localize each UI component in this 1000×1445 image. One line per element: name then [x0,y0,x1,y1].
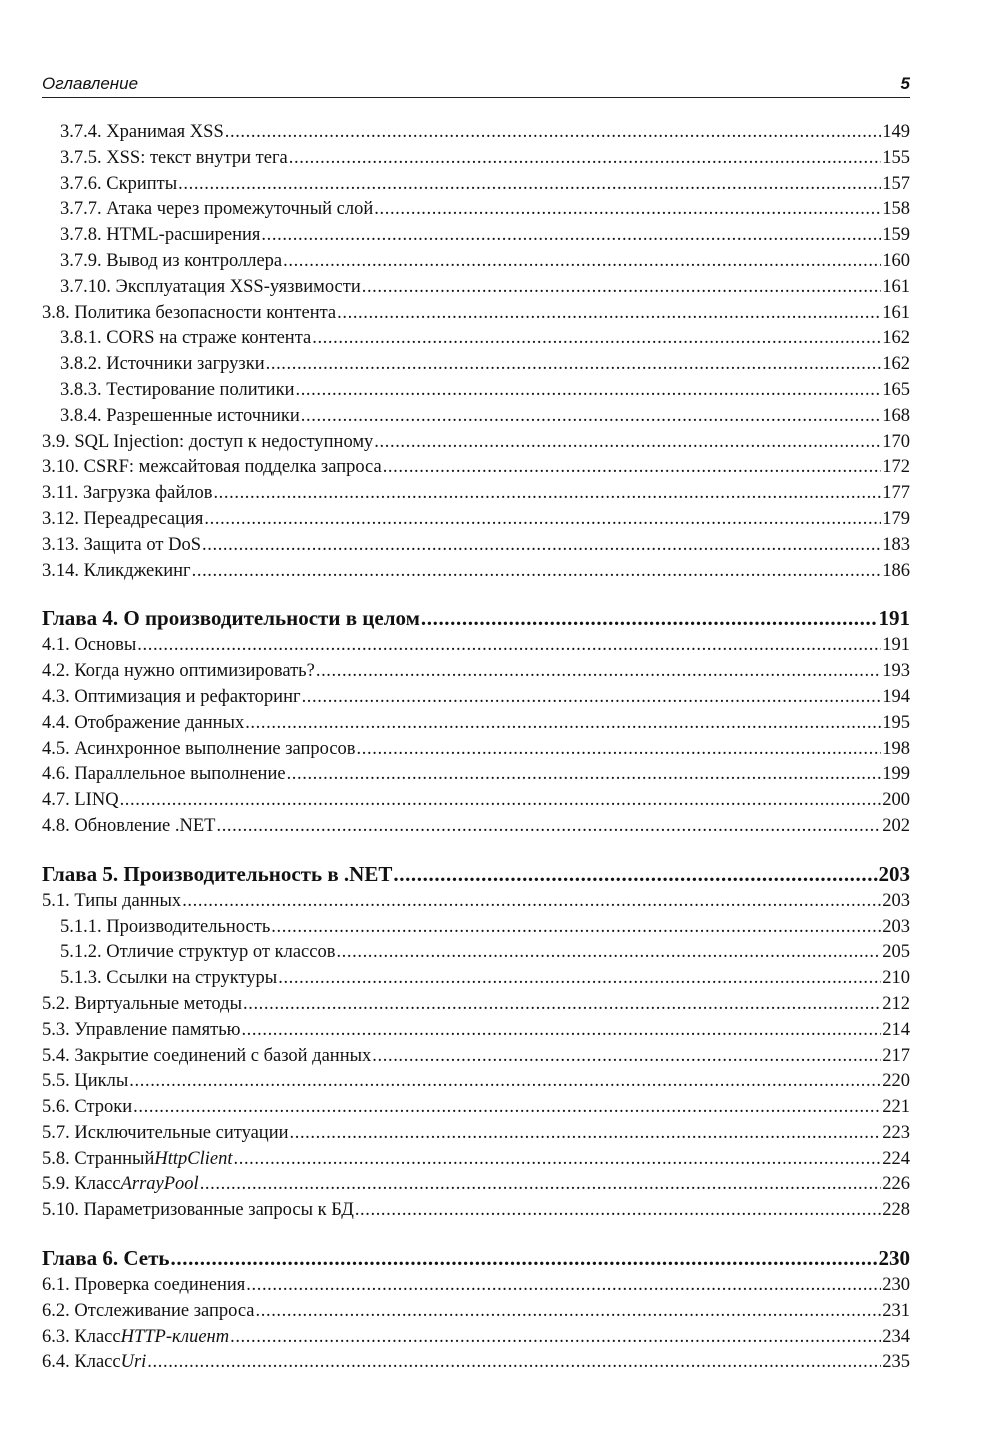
entry-title: Параметризованные запросы к БД [83,1200,354,1221]
toc-entry[interactable] [42,197,910,223]
entry-number: 4.4. [42,712,70,733]
toc-entry[interactable] [42,559,910,585]
entry-title: Источники загрузки [106,354,265,375]
entry-number: 3.7.8. [60,225,102,246]
entry-title: Загрузка файлов [82,483,213,504]
dot-leader [246,1273,881,1299]
entry-page: 228 [882,1200,910,1221]
entry-page: 223 [882,1122,910,1143]
dot-leader [230,1325,881,1351]
entry-title: LINQ [74,790,119,811]
toc-entry[interactable] [42,992,910,1018]
toc-entry[interactable] [42,1121,910,1147]
entry-title-italic: HttpClient [154,1148,233,1169]
entry-page: 162 [882,328,910,349]
entry-page: 230 [882,1275,910,1296]
entry-title: Производительность [106,916,271,937]
entry-title: Атака через промежуточный слой [106,199,374,220]
entry-title: Скрипты [106,173,178,194]
entry-number: 3.7.9. [60,250,102,271]
entry-title: Тестирование политики [106,379,295,400]
entry-number: 3.8.3. [60,379,102,400]
dot-leader [171,1244,878,1273]
dot-leader [182,889,881,915]
entry-number: 4.5. [42,738,70,759]
dot-leader [337,301,881,327]
entry-title: Виртуальные методы [74,993,242,1014]
toc-entry[interactable] [42,889,910,915]
entry-title: Эксплуатация XSS-уязвимости [115,276,361,297]
toc-section [42,1224,910,1376]
entry-number: 5.8. [42,1148,70,1169]
entry-page: 191 [882,635,910,656]
entry-title: Класс [74,1326,121,1347]
entry-title: Защита от DoS [83,534,202,555]
dot-leader [213,481,881,507]
entry-page: 194 [882,686,910,707]
entry-title: Строки [74,1097,133,1118]
dot-leader [202,533,881,559]
dot-leader [243,992,881,1018]
entry-page: 170 [882,431,910,452]
dot-leader [234,1147,882,1173]
chapter-heading[interactable] [42,860,910,889]
toc-entry[interactable] [42,966,910,992]
entry-page: 234 [882,1326,910,1347]
toc-entry[interactable] [42,762,910,788]
entry-page: 202 [882,815,910,836]
entry-page: 179 [882,508,910,529]
dot-leader [133,1095,881,1121]
entry-title: Проверка соединения [74,1275,246,1296]
entry-title: Политика безопасности контента [74,302,337,323]
dot-leader [372,1044,881,1070]
entry-page: 157 [882,173,910,194]
entry-page: 226 [882,1174,910,1195]
entry-number: 5.3. [42,1019,70,1040]
entry-title: Циклы [74,1071,129,1092]
entry-title: Разрешенные источники [106,405,300,426]
entry-number: 5.5. [42,1071,70,1092]
entry-number: 3.10. [42,457,79,478]
entry-page: 203 [882,916,910,937]
dot-leader [278,966,881,992]
entry-title: Отслеживание запроса [74,1300,255,1321]
dot-leader [316,659,881,685]
toc-entry[interactable] [42,711,910,737]
entry-title-italic: Uri [120,1352,147,1373]
section-gap [42,584,910,604]
entry-page: 224 [882,1148,910,1169]
entry-title: Вывод из контроллера [106,250,283,271]
dot-leader [357,737,882,763]
dot-leader [374,430,881,456]
entry-page: 217 [882,1045,910,1066]
entry-page: 199 [882,764,910,785]
dot-leader [374,197,881,223]
entry-number: 6.3. [42,1326,70,1347]
entry-page: 210 [882,968,910,989]
toc-entry[interactable] [42,1350,910,1376]
toc-entry[interactable] [42,1044,910,1070]
toc-entry[interactable] [42,1198,910,1224]
toc-section [42,120,910,584]
entry-number: 5.9. [42,1174,70,1195]
chapter-title: Глава 4. О производительности в целом [42,606,420,631]
table-of-contents [42,120,910,1376]
entry-number: 5.2. [42,993,70,1014]
dot-leader [287,762,882,788]
entry-number: 3.7.7. [60,199,102,220]
entry-number: 6.1. [42,1275,70,1296]
toc-entry[interactable] [42,1018,910,1044]
dot-leader [256,1299,882,1325]
entry-number: 5.10. [42,1200,79,1221]
entry-page: 221 [882,1097,910,1118]
dot-leader [301,404,881,430]
toc-section [42,584,910,839]
entry-number: 3.8.1. [60,328,102,349]
toc-entry[interactable] [42,633,910,659]
chapter-page: 191 [878,606,910,631]
toc-entry[interactable] [42,814,910,840]
toc-entry[interactable] [42,737,910,763]
entry-number: 4.1. [42,635,70,656]
dot-leader [245,711,881,737]
entry-number: 5.7. [42,1122,70,1143]
chapter-heading[interactable] [42,604,910,633]
entry-title: CORS на страже контента [106,328,312,349]
entry-number: 3.7.4. [60,122,102,142]
toc-entry[interactable] [42,1172,910,1198]
chapter-title: Глава 6. Сеть [42,1246,170,1271]
entry-page: 212 [882,993,910,1014]
toc-entry[interactable] [42,940,910,966]
entry-page: 193 [882,661,910,682]
toc-entry[interactable] [42,1325,910,1351]
entry-title: XSS: текст внутри тега [106,147,288,168]
entry-page: 235 [882,1352,910,1373]
toc-entry[interactable] [42,1147,910,1173]
entry-page: 214 [882,1019,910,1040]
entry-number: 3.8. [42,302,70,323]
entry-number: 3.12. [42,508,79,529]
entry-number: 3.7.10. [60,276,111,297]
entry-number: 4.8. [42,815,70,836]
entry-page: 172 [882,457,910,478]
entry-title: SQL Injection: доступ к недоступному [74,431,374,452]
dot-leader [355,1198,881,1224]
entry-number: 6.4. [42,1352,70,1373]
entry-page: 160 [882,250,910,271]
toc-entry[interactable] [42,326,910,352]
entry-page: 162 [882,354,910,375]
toc-entry[interactable] [42,1273,910,1299]
entry-page: 200 [882,790,910,811]
toc-entry[interactable] [42,301,910,327]
entry-number: 4.2. [42,661,70,682]
entry-page: 158 [882,199,910,220]
dot-leader [216,814,881,840]
dot-leader [225,120,882,146]
entry-page: 220 [882,1071,910,1092]
chapter-title: Глава 5. Производительность в .NET [42,861,393,886]
dot-leader [241,1018,881,1044]
entry-title: Странный [74,1148,155,1169]
toc-entry[interactable] [42,507,910,533]
entry-title: Закрытие соединений с базой данных [74,1045,372,1066]
page-header [42,70,910,98]
entry-number: 5.6. [42,1097,70,1118]
dot-leader [137,633,881,659]
toc-entry[interactable] [42,1299,910,1325]
entry-page: 177 [882,483,910,504]
entry-page: 161 [882,276,910,297]
toc-entry[interactable] [42,172,910,198]
toc-entry[interactable] [42,1069,910,1095]
entry-page: 159 [882,225,910,246]
entry-number: 3.9. [42,431,70,452]
entry-page: 149 [882,122,910,142]
entry-page: 161 [882,302,910,323]
entry-title: Ссылки на структуры [106,968,278,989]
toc-entry[interactable] [42,223,910,249]
entry-page: 205 [882,942,910,963]
section-gap [42,840,910,860]
entry-title: Оптимизация и рефакторинг [74,686,301,707]
entry-page: 155 [882,147,910,168]
dot-leader [266,352,882,378]
entry-number: 4.3. [42,686,70,707]
entry-number: 3.8.2. [60,354,102,375]
entry-title: Управление памятью [74,1019,241,1040]
entry-number: 3.8.4. [60,405,102,426]
dot-leader [200,1172,882,1198]
entry-page: 186 [882,560,910,581]
entry-title: Параллельное выполнение [74,764,286,785]
entry-title: Обновление .NET [74,815,216,836]
entry-number: 3.11. [42,483,79,504]
dot-leader [261,223,881,249]
entry-title: Класс [74,1174,121,1195]
entry-title: Типы данных [74,890,182,911]
toc-entry[interactable] [42,378,910,404]
dot-leader [204,507,881,533]
entry-page: 198 [882,738,910,759]
entry-title: Асинхронное выполнение запросов [74,738,356,759]
dot-leader [271,915,881,941]
entry-number: 3.7.5. [60,147,102,168]
entry-number: 3.14. [42,560,79,581]
entry-page: 203 [882,890,910,911]
dot-leader [295,378,881,404]
entry-page: 231 [882,1300,910,1321]
dot-leader [393,860,877,889]
dot-leader [120,788,882,814]
toc-entry[interactable] [42,788,910,814]
entry-title: Исключительные ситуации [74,1122,289,1143]
entry-title: Отличие структур от классов [106,942,336,963]
entry-number: 4.6. [42,764,70,785]
toc-entry[interactable] [42,533,910,559]
dot-leader [129,1069,881,1095]
dot-leader [283,249,881,275]
entry-number: 4.7. [42,790,70,811]
toc-entry[interactable] [42,481,910,507]
toc-entry[interactable] [42,915,910,941]
entry-number: 6.2. [42,1300,70,1321]
dot-leader [421,604,878,633]
page-number: 5 [900,74,910,93]
toc-entry[interactable] [42,249,910,275]
entry-page: 183 [882,534,910,555]
entry-number: 5.1.2. [60,942,102,963]
entry-page: 195 [882,712,910,733]
entry-title: Переадресация [83,508,204,529]
entry-page: 168 [882,405,910,426]
entry-number: 3.7.6. [60,173,102,194]
dot-leader [192,559,882,585]
toc-entry[interactable] [42,120,910,146]
section-gap [42,1224,910,1244]
entry-title-italic: HTTP-клиент [120,1326,230,1347]
entry-title: Когда нужно оптимизировать? [74,661,315,682]
toc-entry[interactable] [42,685,910,711]
dot-leader [147,1350,881,1376]
toc-section [42,840,910,1224]
toc-entry[interactable] [42,146,910,172]
chapter-page: 230 [878,1246,910,1271]
chapter-page: 203 [878,861,910,886]
entry-title-italic: ArrayPool [120,1174,199,1195]
entry-title: Кликджекинг [83,560,191,581]
dot-leader [289,146,881,172]
entry-number: 5.1.1. [60,916,102,937]
toc-entry[interactable] [42,455,910,481]
running-title: Оглавление [42,74,139,93]
entry-number: 5.1.3. [60,968,102,989]
entry-title: Основы [74,635,137,656]
entry-title: HTML-расширения [106,225,261,246]
dot-leader [336,940,881,966]
entry-number: 5.4. [42,1045,70,1066]
entry-number: 5.1. [42,890,70,911]
toc-entry[interactable] [42,404,910,430]
entry-number: 3.13. [42,534,79,555]
toc-entry[interactable] [42,275,910,301]
toc-entry[interactable] [42,352,910,378]
dot-leader [178,172,881,198]
entry-title: Хранимая XSS [106,122,224,142]
dot-leader [383,455,882,481]
entry-title: CSRF: межсайтовая подделка запроса [83,457,382,478]
dot-leader [290,1121,882,1147]
entry-title: Отображение данных [74,712,245,733]
chapter-heading[interactable] [42,1244,910,1273]
entry-page: 165 [882,379,910,400]
dot-leader [362,275,882,301]
toc-entry[interactable] [42,1095,910,1121]
entry-title: Класс [74,1352,121,1373]
dot-leader [302,685,882,711]
toc-entry[interactable] [42,430,910,456]
dot-leader [312,326,881,352]
toc-entry[interactable] [42,659,910,685]
